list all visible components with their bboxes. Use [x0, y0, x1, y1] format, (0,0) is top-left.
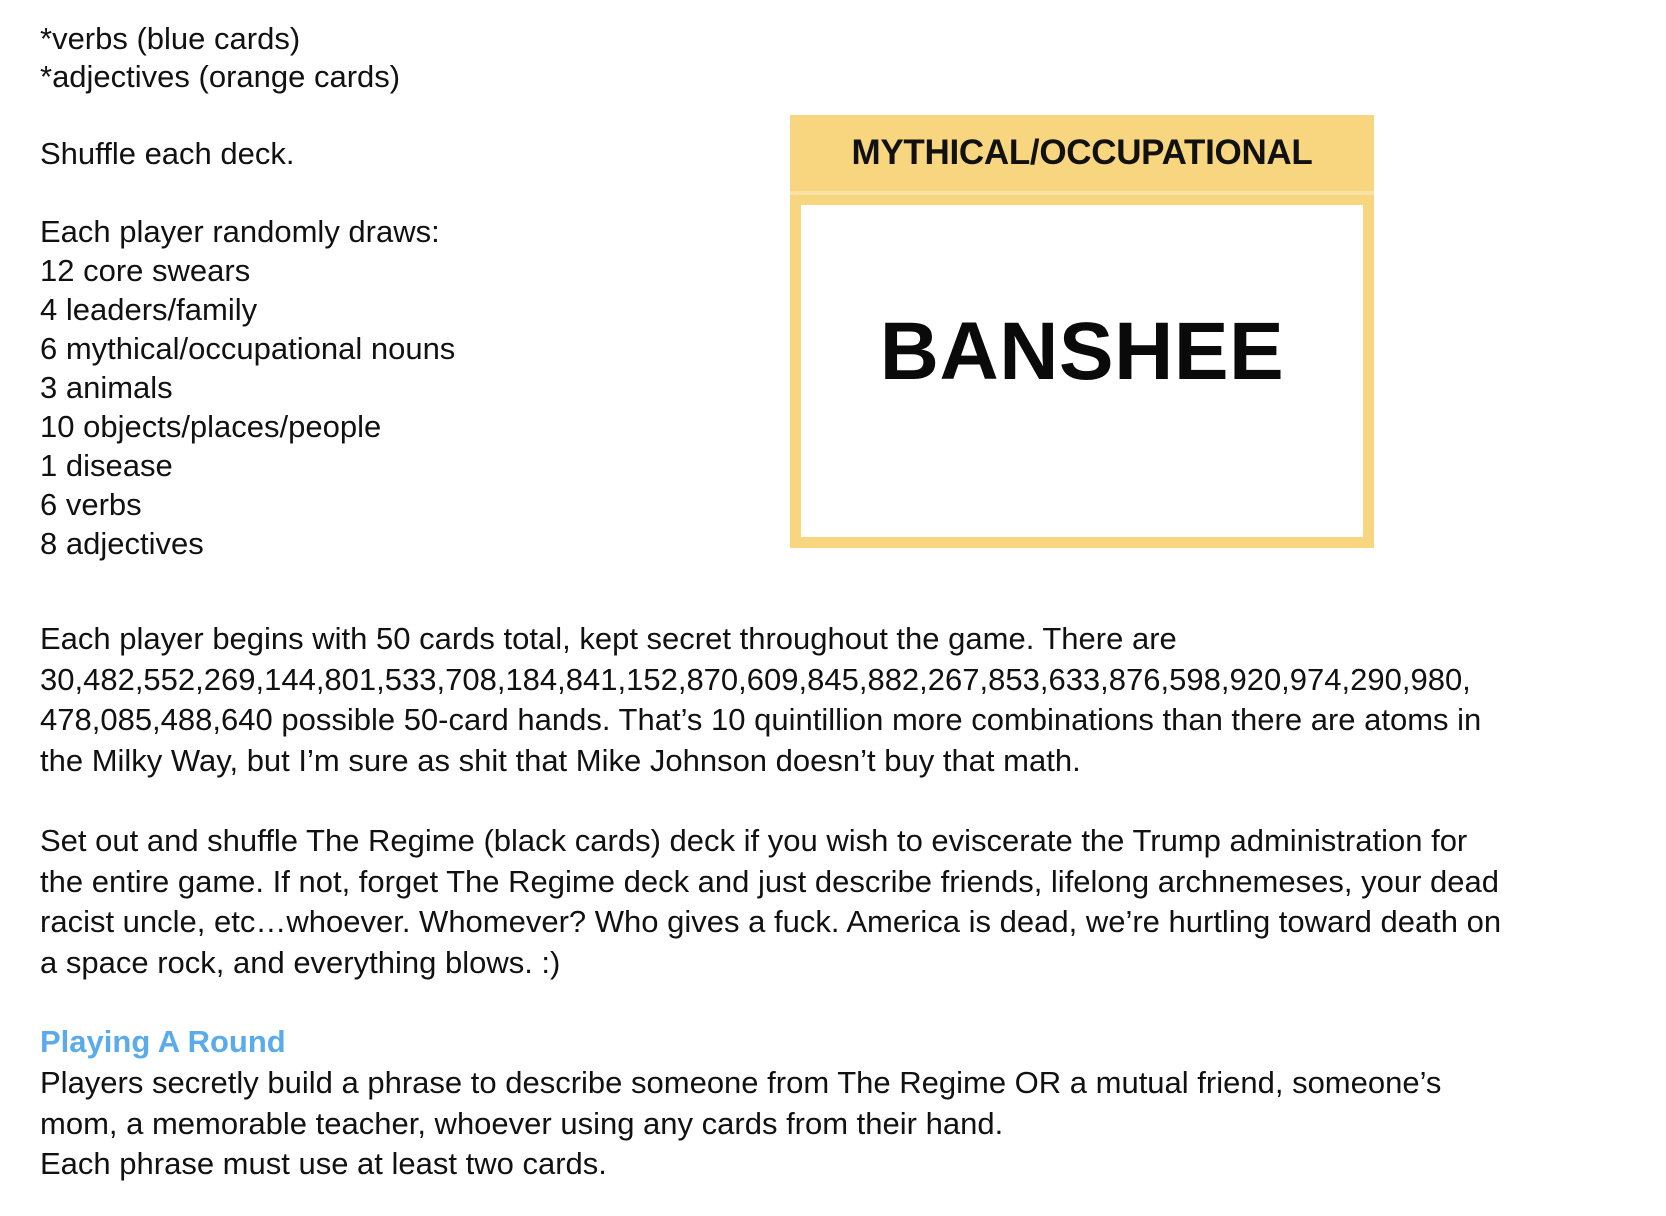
list-item: 12 core swears — [40, 253, 251, 288]
paragraph-line: mom, a memorable teacher, whoever using any cards from their hand. — [40, 1105, 1004, 1141]
list-item: 10 objects/places/people — [40, 409, 382, 444]
list-item: 1 disease — [40, 448, 173, 483]
list-item: 4 leaders/family — [40, 292, 258, 327]
draws-intro-line: Each player randomly draws: — [40, 214, 440, 249]
paragraph-line: 30,482,552,269,144,801,533,708,184,841,152,870,609,845,882,267,853,633,876,598,920,974,290,980, — [40, 661, 1471, 697]
adjectives-line: *adjectives (orange cards) — [40, 59, 401, 94]
shuffle-line: Shuffle each deck. — [40, 136, 295, 171]
list-item: 6 mythical/occupational nouns — [40, 331, 456, 366]
paragraph-line: 478,085,488,640 possible 50-card hands. That’s 10 quintillion more combinations than there are atoms in — [40, 702, 1482, 737]
paragraph-line: Each phrase must use at least two cards. — [40, 1146, 607, 1181]
paragraph-line: the Milky Way, but I’m sure as shit that Mike Johnson doesn’t buy that math. — [40, 742, 1081, 778]
card-category: MYTHICAL/OCCUPATIONAL — [851, 133, 1313, 172]
section-heading: Playing A Round — [40, 1024, 286, 1059]
list-item: 6 verbs — [40, 487, 142, 522]
paragraph-line: Each player begins with 50 cards total, kept secret throughout the game. There are — [40, 621, 1177, 656]
hands-paragraph — [40, 619, 1481, 781]
paragraph-line: racist uncle, etc…whoever. Whomever? Who gives a fuck. America is dead, we’re hurtling toward death on — [40, 904, 1502, 939]
list-item: 3 animals — [40, 370, 173, 405]
paragraph-line: the entire game. If not, forget The Regime deck and just describe friends, lifelong archnemeses, your dead — [40, 863, 1499, 899]
round-paragraph — [40, 1063, 1441, 1185]
regime-paragraph — [40, 821, 1501, 983]
paragraph-line: Set out and shuffle The Regime (black cards) deck if you wish to eviscerate the Trump administration for — [40, 823, 1468, 858]
card-divider — [790, 191, 1374, 195]
paragraph-line: Players secretly build a phrase to describe someone from The Regime OR a mutual friend, someone’s — [40, 1065, 1442, 1100]
paragraph-line: a space rock, and everything blows. :) — [40, 944, 561, 980]
list-item: 8 adjectives — [40, 526, 204, 561]
card-body — [801, 205, 1363, 537]
card-word: BANSHEE — [879, 306, 1285, 397]
verbs-line: *verbs (blue cards) — [40, 21, 301, 56]
sample-card — [790, 115, 1374, 548]
